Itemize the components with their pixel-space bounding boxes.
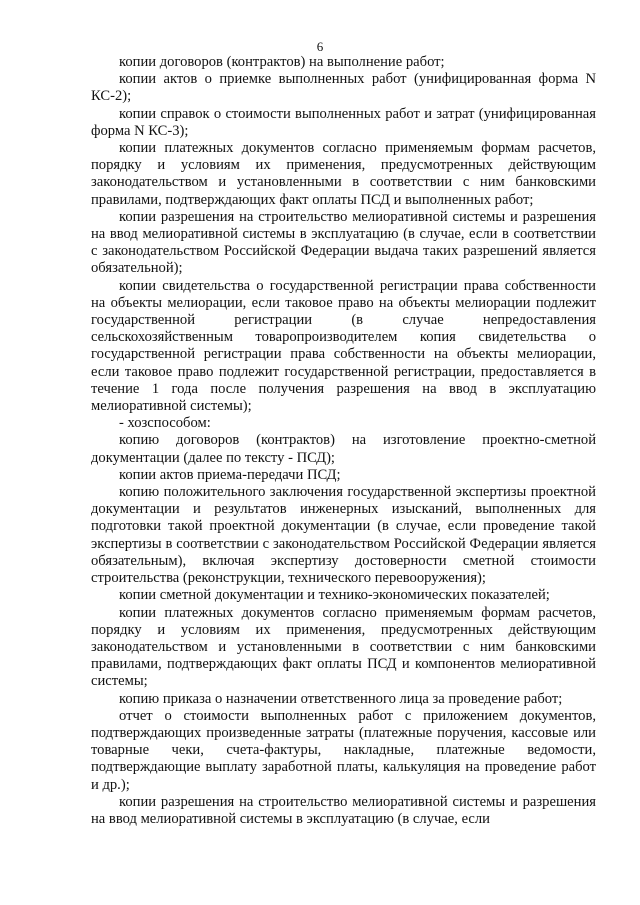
paragraph: копии разрешения на строительство мелиоративной системы и разрешения на ввод мелиоративной системы в эксплуатацию (в случае, если в соответствии с законодательством Российской Федерации выдача таких разрешений является обязательной); [91,208,596,277]
paragraph: копии сметной документации и технико-экономических показателей; [119,587,550,604]
paragraph: копии актов приема-передачи ПСД; [119,466,341,483]
paragraph: копии разрешения на строительство мелиоративной системы и разрешения на ввод мелиоративной системы в эксплуатацию (в случае, если [91,793,596,827]
paragraph: копии платежных документов согласно применяемым формам расчетов, порядку и условиям их применения, предусмотренных действующим законодательством и установленными в соответствии с ним банковскими правилами, подтверждающих факт оплаты ПСД и выполненных работ; [91,140,596,208]
paragraph: копии актов о приемке выполненных работ (унифицированная форма N КС-2); [91,71,596,105]
paragraph: - хозспособом: [119,415,211,432]
document-body [91,54,596,828]
paragraph: копии платежных документов согласно применяемым формам расчетов, порядку и условиям их применения, предусмотренных действующим законодательством и установленными в соответствии с ним банковскими правилами, подтверждающих факт оплаты ПСД и компонентов мелиоративной системы; [91,604,596,690]
paragraph: отчет о стоимости выполненных работ с приложением документов, подтверждающих произведенные затраты (платежные поручения, кассовые или товарные чеки, счета-фактуры, накладные, платежные ведомости, подтверждающие выплату заработной платы, калькуляция на проведение работ и др.); [91,707,596,793]
paragraph: копию приказа о назначении ответственного лица за проведение работ; [119,690,563,707]
page-number: 6 [316,39,324,54]
paragraph: копии справок о стоимости выполненных работ и затрат (унифицированная форма N КС-3); [91,105,596,139]
paragraph: копию договоров (контрактов) на изготовление проектно-сметной документации (далее по тексту - ПСД); [91,432,596,466]
paragraph: копию положительного заключения государственной экспертизы проектной документации и результатов инженерных изысканий, выполненных для подготовки такой проектной документации (в случае, если проведение такой экспертизы в соответствии с законодательством Российской Федерации является обязательным), включая экспертизу достоверности сметной стоимости строительства (реконструкции, технического перевооружения); [91,484,596,587]
paragraph: копии свидетельства о государственной регистрации права собственности на объекты мелиорации, если таковое право на объекты мелиорации подлежит государственной регистрации (в случае непредоставления сельскохозяйственным товаропроизводителем копия свидетельства о государственной регистрации права собственности на объекты мелиорации, если таковое право подлежит государственной регистрации, предоставляется в течение 1 года после получения разрешения на ввод в эксплуатацию мелиоративной системы); [91,277,596,415]
paragraph: копии договоров (контрактов) на выполнение работ; [119,54,445,70]
